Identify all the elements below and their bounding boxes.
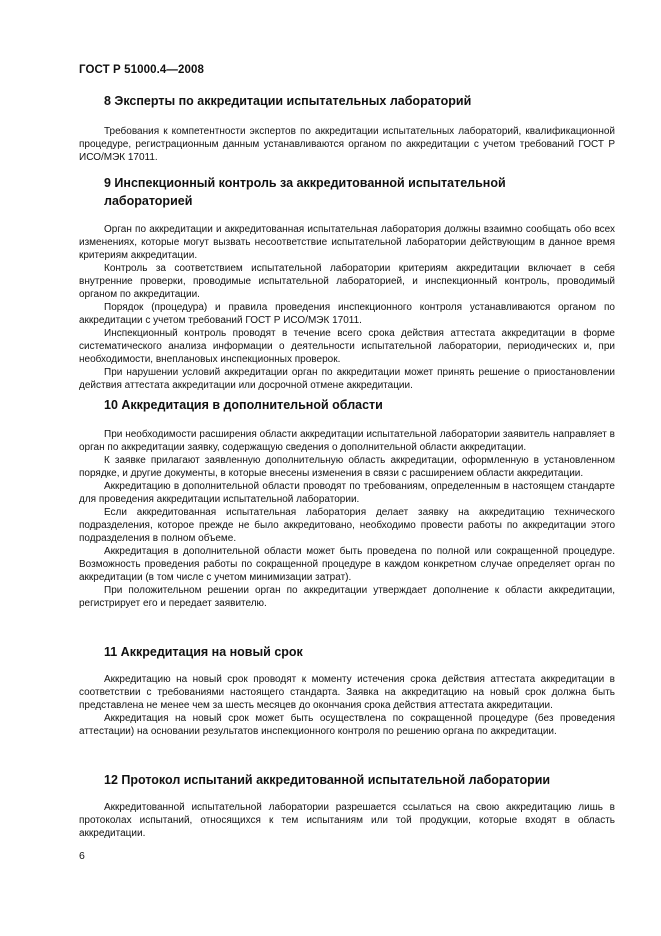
section-11-body	[79, 673, 615, 738]
section-10-body	[79, 428, 615, 610]
section-9-body	[79, 223, 615, 392]
paragraph: Инспекционный контроль проводят в течение всего срока действия аттестата аккредитации в форме систематического анализа информации о деятельности испытательной лаборатории, периодических и, при необходимости, внеплановых инспекционных проверок.	[79, 328, 615, 365]
paragraph: Аккредитация в дополнительной области может быть проведена по полной или сокращенной процедуре. Возможность проведения работы по сокращенной процедуре в каждом конкретном случае определяет орган по аккредитации (в том числе с учетом минимизации затрат).	[79, 546, 615, 583]
document-header: ГОСТ Р 51000.4—2008	[79, 64, 204, 76]
paragraph: Орган по аккредитации и аккредитованная испытательная лаборатория должны взаимно сообщать обо всех изменениях, которые могут вызвать несоответствие испытательной лаборатории действующим в данное время критериям аккредитации.	[79, 224, 615, 261]
paragraph: Аккредитацию на новый срок проводят к моменту истечения срока действия аттестата аккредитации в соответствии с требованиями настоящего стандарта. Заявка на аккредитацию на новый срок должна быть представлена не менее чем за шесть месяцев до окончания срока действия аттестата аккредитации.	[79, 674, 615, 711]
section-8-title: 8 Эксперты по аккредитации испытательных лабораторий	[104, 94, 472, 108]
paragraph: Аккредитованной испытательной лаборатории разрешается ссылаться на свою аккредитацию лишь в протоколах испытаний, относящихся к тем испытаниям или той продукции, которые входят в область аккредитации.	[79, 802, 615, 839]
paragraph: Аккредитацию в дополнительной области проводят по требованиям, определенным в настоящем стандарте для проведения аккредитации испытательной лаборатории.	[79, 481, 615, 505]
paragraph: При необходимости расширения области аккредитации испытательной лаборатории заявитель направляет в орган по аккредитации заявку, содержащую сведения о дополнительной области аккредитации.	[79, 429, 615, 453]
section-8-body	[79, 125, 615, 164]
page-number: 6	[79, 850, 85, 862]
paragraph: Если аккредитованная испытательная лаборатория делает заявку на аккредитацию технического подразделения, которое прежде не было аккредитовано, необходимо провести работы по аккредитации этого подразделения в полном объеме.	[79, 507, 615, 544]
paragraph: Требования к компетентности экспертов по аккредитации испытательных лабораторий, квалификационной процедуре, регистрационным данным устанавливаются органом по аккредитации с учетом требований ГОСТ Р ИСО/МЭК 17011.	[79, 126, 615, 163]
section-11-title: 11 Аккредитация на новый срок	[104, 645, 303, 659]
paragraph: Контроль за соответствием испытательной лаборатории критериям аккредитации включает в себя внутренние проверки, проводимые испытательной лабораторией, и инспекционный контроль, проводимый органом по аккредитации.	[79, 263, 615, 300]
section-9-title: 9 Инспекционный контроль за аккредитованной испытательной лабораторией	[104, 176, 506, 208]
paragraph: Порядок (процедура) и правила проведения инспекционного контроля устанавливаются органом по аккредитации с учетом требований ГОСТ Р ИСО/МЭК 17011.	[79, 302, 615, 326]
paragraph: При положительном решении орган по аккредитации утверждает дополнение к области аккредитации, регистрирует его и передает заявителю.	[79, 585, 615, 609]
section-12-title: 12 Протокол испытаний аккредитованной испытательной лаборатории	[104, 773, 551, 787]
paragraph: Аккредитация на новый срок может быть осуществлена по сокращенной процедуре (без проведения аттестации) на основании результатов инспекционного контроля по решению органа по аккредитации.	[79, 713, 615, 737]
paragraph: К заявке прилагают заявленную дополнительную область аккредитации, оформленную в установленном порядке, и другие документы, в которые внесены изменения в связи с расширением области аккредитации.	[79, 455, 615, 479]
section-10-title: 10 Аккредитация в дополнительной области	[104, 398, 383, 412]
section-12-body	[79, 801, 615, 840]
paragraph: При нарушении условий аккредитации орган по аккредитации может принять решение о приостановлении действия аттестата аккредитации или досрочной отмене аккредитации.	[79, 367, 615, 391]
